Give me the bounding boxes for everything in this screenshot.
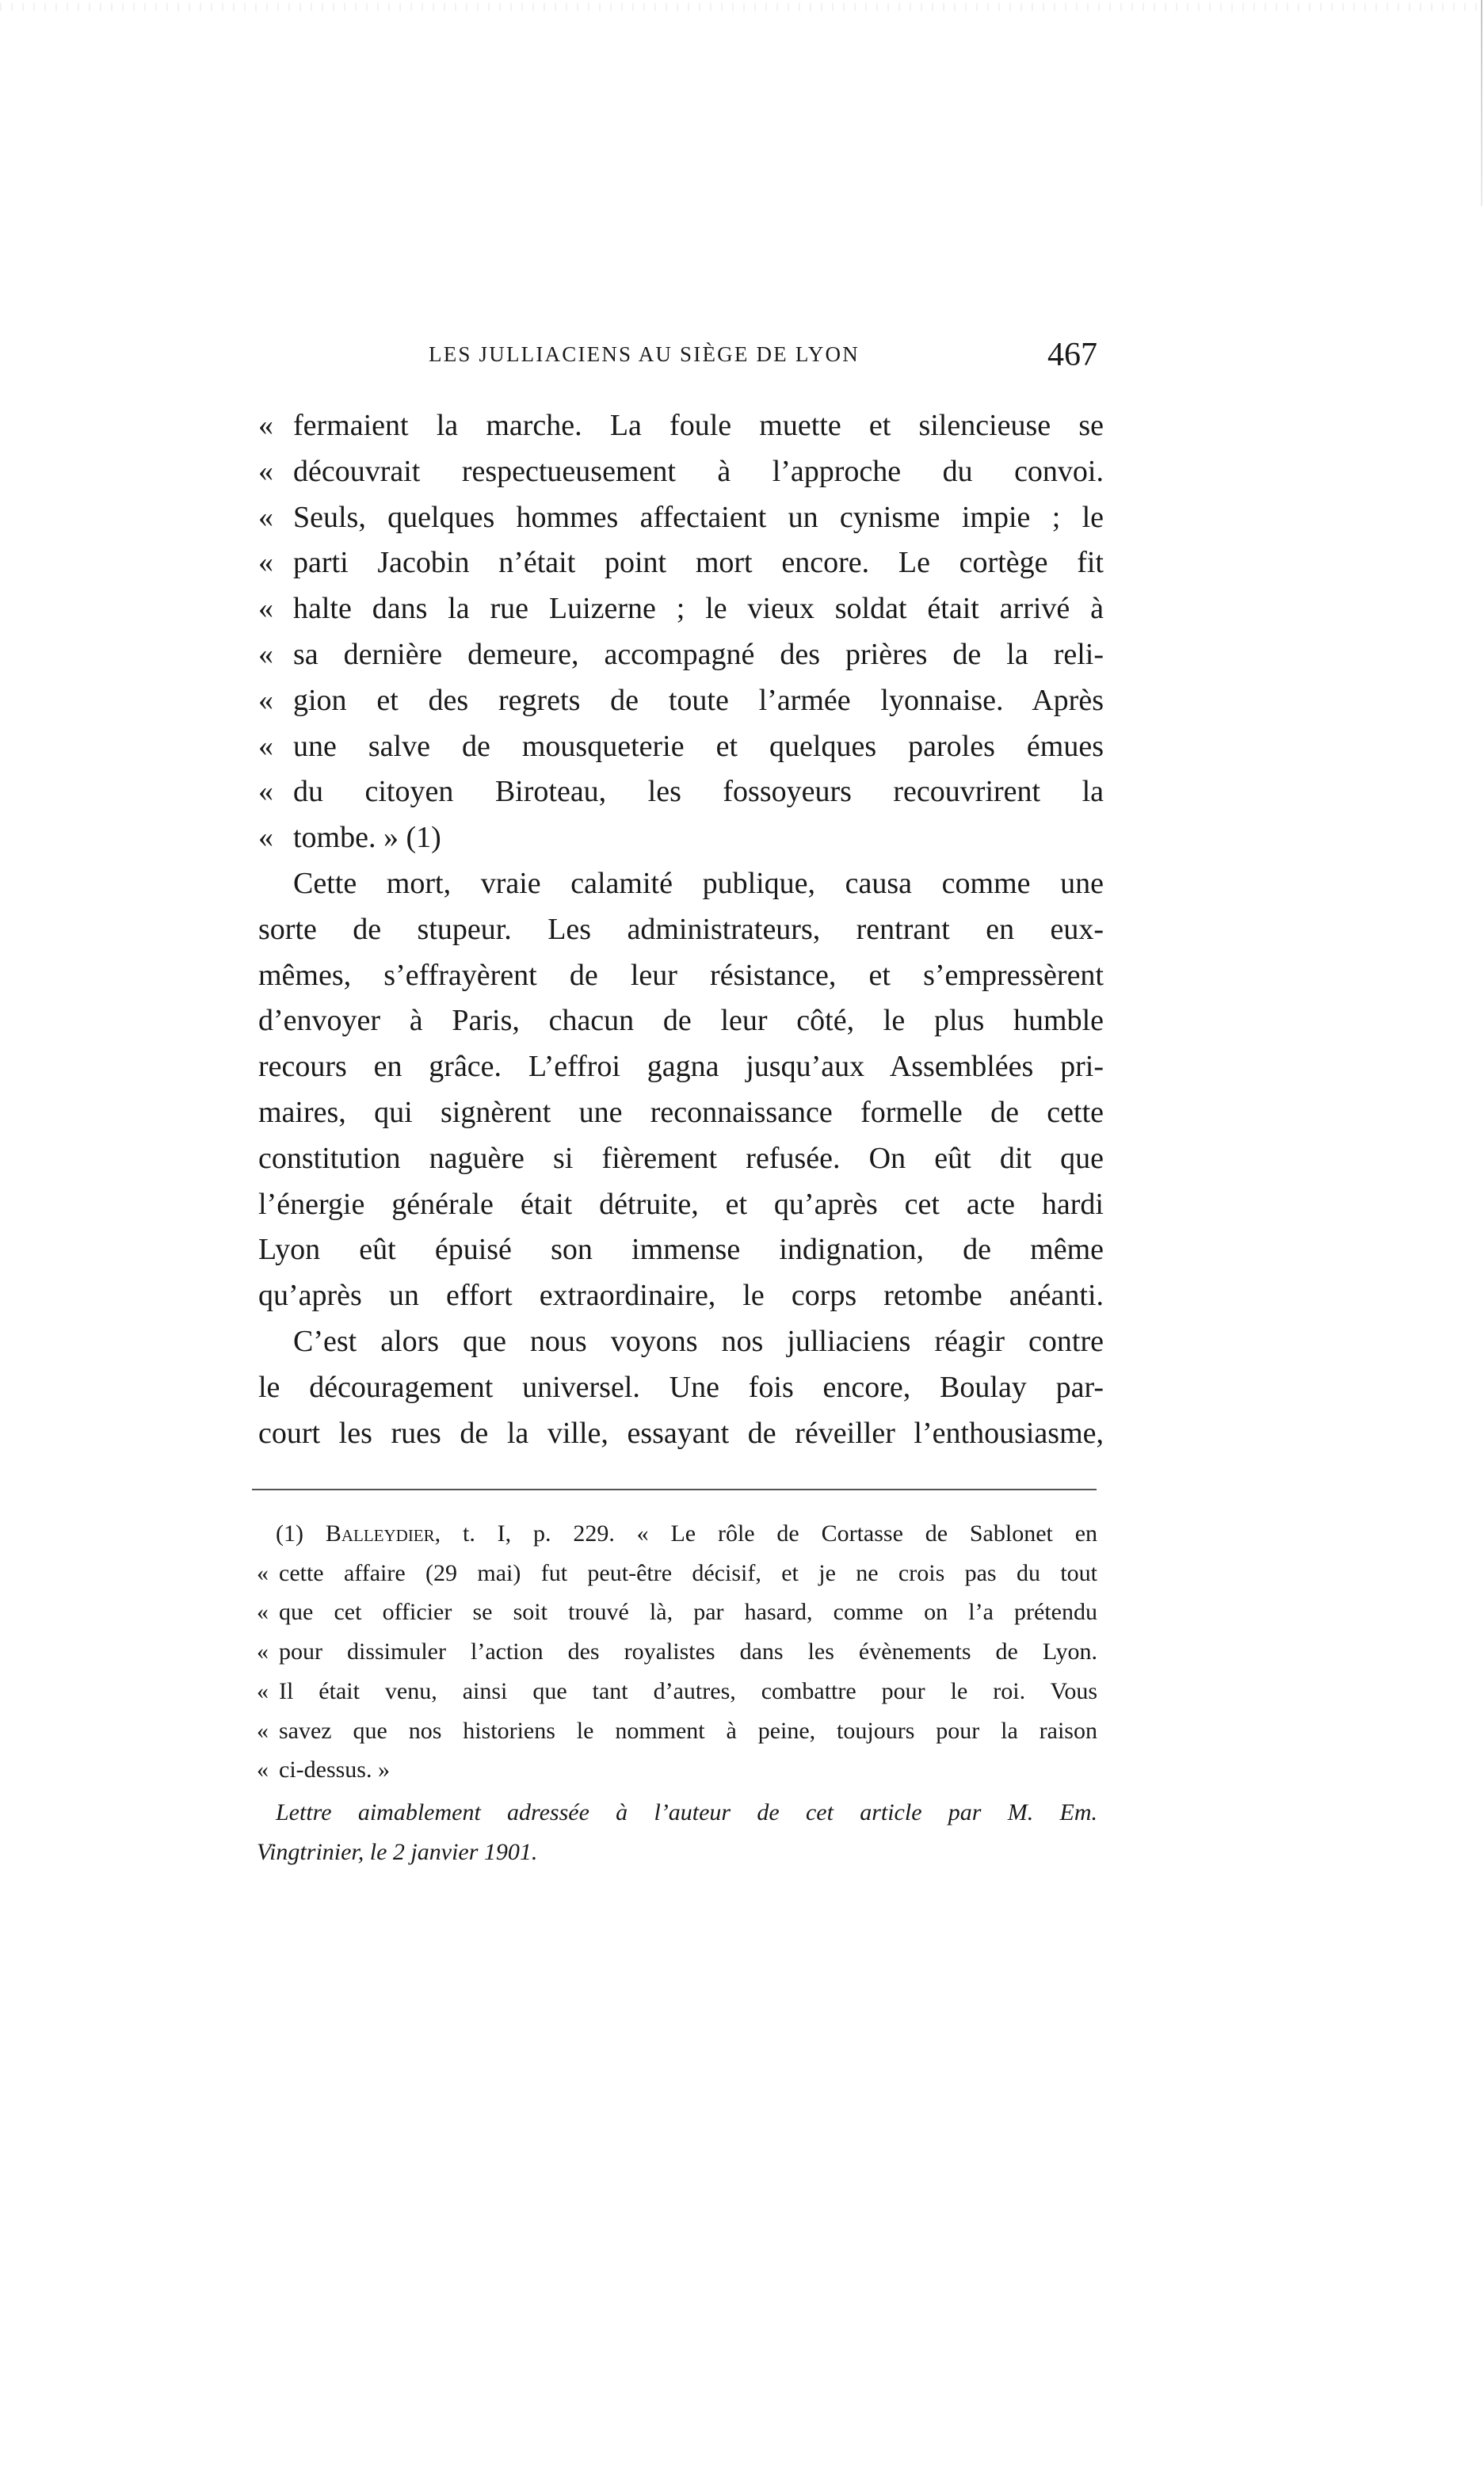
quote-mark: « <box>257 1757 269 1783</box>
quote-mark: « <box>258 638 273 671</box>
quote-mark: « <box>258 454 273 488</box>
scan-edge <box>1481 0 1482 206</box>
quote-mark: « <box>257 1559 269 1586</box>
footnote-author: Balleydier <box>325 1520 435 1547</box>
line-text: d’envoyer à Paris, chacun de leur côté, le plus humble <box>258 1004 1104 1038</box>
quote-mark: « <box>258 546 273 580</box>
line-text: gion et des regrets de toute l’armée lyonnaise. Après <box>293 683 1104 717</box>
line-text: découvrait respectueusement à l’approche du convoi. <box>293 454 1104 488</box>
line-text: sa dernière demeure, accompagné des prières de la reli- <box>293 638 1104 671</box>
line-text: C’est alors que nous voyons nos julliaciens réagir contre <box>293 1325 1104 1358</box>
line-text: recours en grâce. L’effroi gagna jusqu’aux Assemblées pri- <box>258 1050 1104 1084</box>
line-text: fermaient la marche. La foule muette et silencieuse se <box>293 409 1104 442</box>
line-text: savez que nos historiens le nomment à peine, toujours pour la raison <box>279 1717 1097 1744</box>
scan-noise <box>0 3 1484 11</box>
page-number: 467 <box>1047 337 1097 373</box>
line-text: pour dissimuler l’action des royalistes dans les évènements de Lyon. <box>279 1638 1097 1665</box>
quote-mark: « <box>258 500 273 534</box>
quote-mark: « <box>257 1599 269 1626</box>
line-text: parti Jacobin n’était point mort encore. Le cortège fit <box>293 546 1104 580</box>
line-text: Lyon eût épuisé son immense indignation, de même <box>258 1233 1104 1267</box>
line-text: Vingtrinier, le 2 janvier 1901. <box>257 1838 538 1865</box>
quote-mark: « <box>258 729 273 763</box>
line-text: que cet officier se soit trouvé là, par hasard, comme on l’a prétendu <box>279 1599 1097 1626</box>
quote-mark: « <box>258 775 273 809</box>
quote-mark: « <box>257 1717 269 1744</box>
line-text: Cette mort, vraie calamité publique, causa comme une <box>293 867 1104 900</box>
quote-mark: « <box>258 409 273 442</box>
line-text: le découragement universel. Une fois encore, Boulay par- <box>258 1370 1104 1404</box>
line-text: halte dans la rue Luizerne ; le vieux soldat était arrivé à <box>293 592 1104 626</box>
line-text: Seuls, quelques hommes affectaient un cynisme impie ; le <box>293 500 1104 534</box>
quote-mark: « <box>257 1677 269 1704</box>
line-text: une salve de mousqueterie et quelques paroles émues <box>293 729 1104 763</box>
line-text: mêmes, s’effrayèrent de leur résistance, et s’empressèrent <box>258 958 1104 992</box>
footnote-number: (1) <box>276 1520 326 1547</box>
line-text: sorte de stupeur. Les administrateurs, rentrant en eux- <box>258 912 1104 946</box>
line-text: ci-dessus. » <box>279 1757 390 1783</box>
line-text: qu’après un effort extraordinaire, le corps retombe anéanti. <box>258 1279 1104 1313</box>
line-text: l’énergie générale était détruite, et qu’après cet acte hardi <box>258 1187 1104 1221</box>
line-text: Il était venu, ainsi que tant d’autres, combattre pour le roi. Vous <box>279 1677 1097 1704</box>
quote-mark: « <box>258 592 273 626</box>
running-title: LES JULLIACIENS AU SIÈGE DE LYON <box>429 342 860 366</box>
footnote-rule <box>252 1489 1097 1490</box>
footnote-first-line <box>276 1522 1097 1546</box>
line-text: maires, qui signèrent une reconnaissance formelle de cette <box>258 1096 1104 1129</box>
line-text: constitution naguère si fièrement refusée. On eût dit que <box>258 1141 1104 1175</box>
quote-mark: « <box>258 683 273 717</box>
line-text: court les rues de la ville, essayant de réveiller l’enthousiasme, <box>258 1416 1104 1450</box>
line-text: cette affaire (29 mai) fut peut-être décisif, et je ne crois pas du tout <box>279 1559 1097 1586</box>
line-text: tombe. » (1) <box>293 821 441 855</box>
quote-mark: « <box>257 1638 269 1665</box>
line-text: Lettre aimablement adressée à l’auteur de cet article par M. Em. <box>276 1799 1097 1825</box>
line-text: du citoyen Biroteau, les fossoyeurs recouvrirent la <box>293 775 1104 809</box>
footnote-text: , t. I, p. 229. « Le rôle de Cortasse de Sablonet en <box>434 1520 1098 1547</box>
quote-mark: « <box>258 821 273 855</box>
